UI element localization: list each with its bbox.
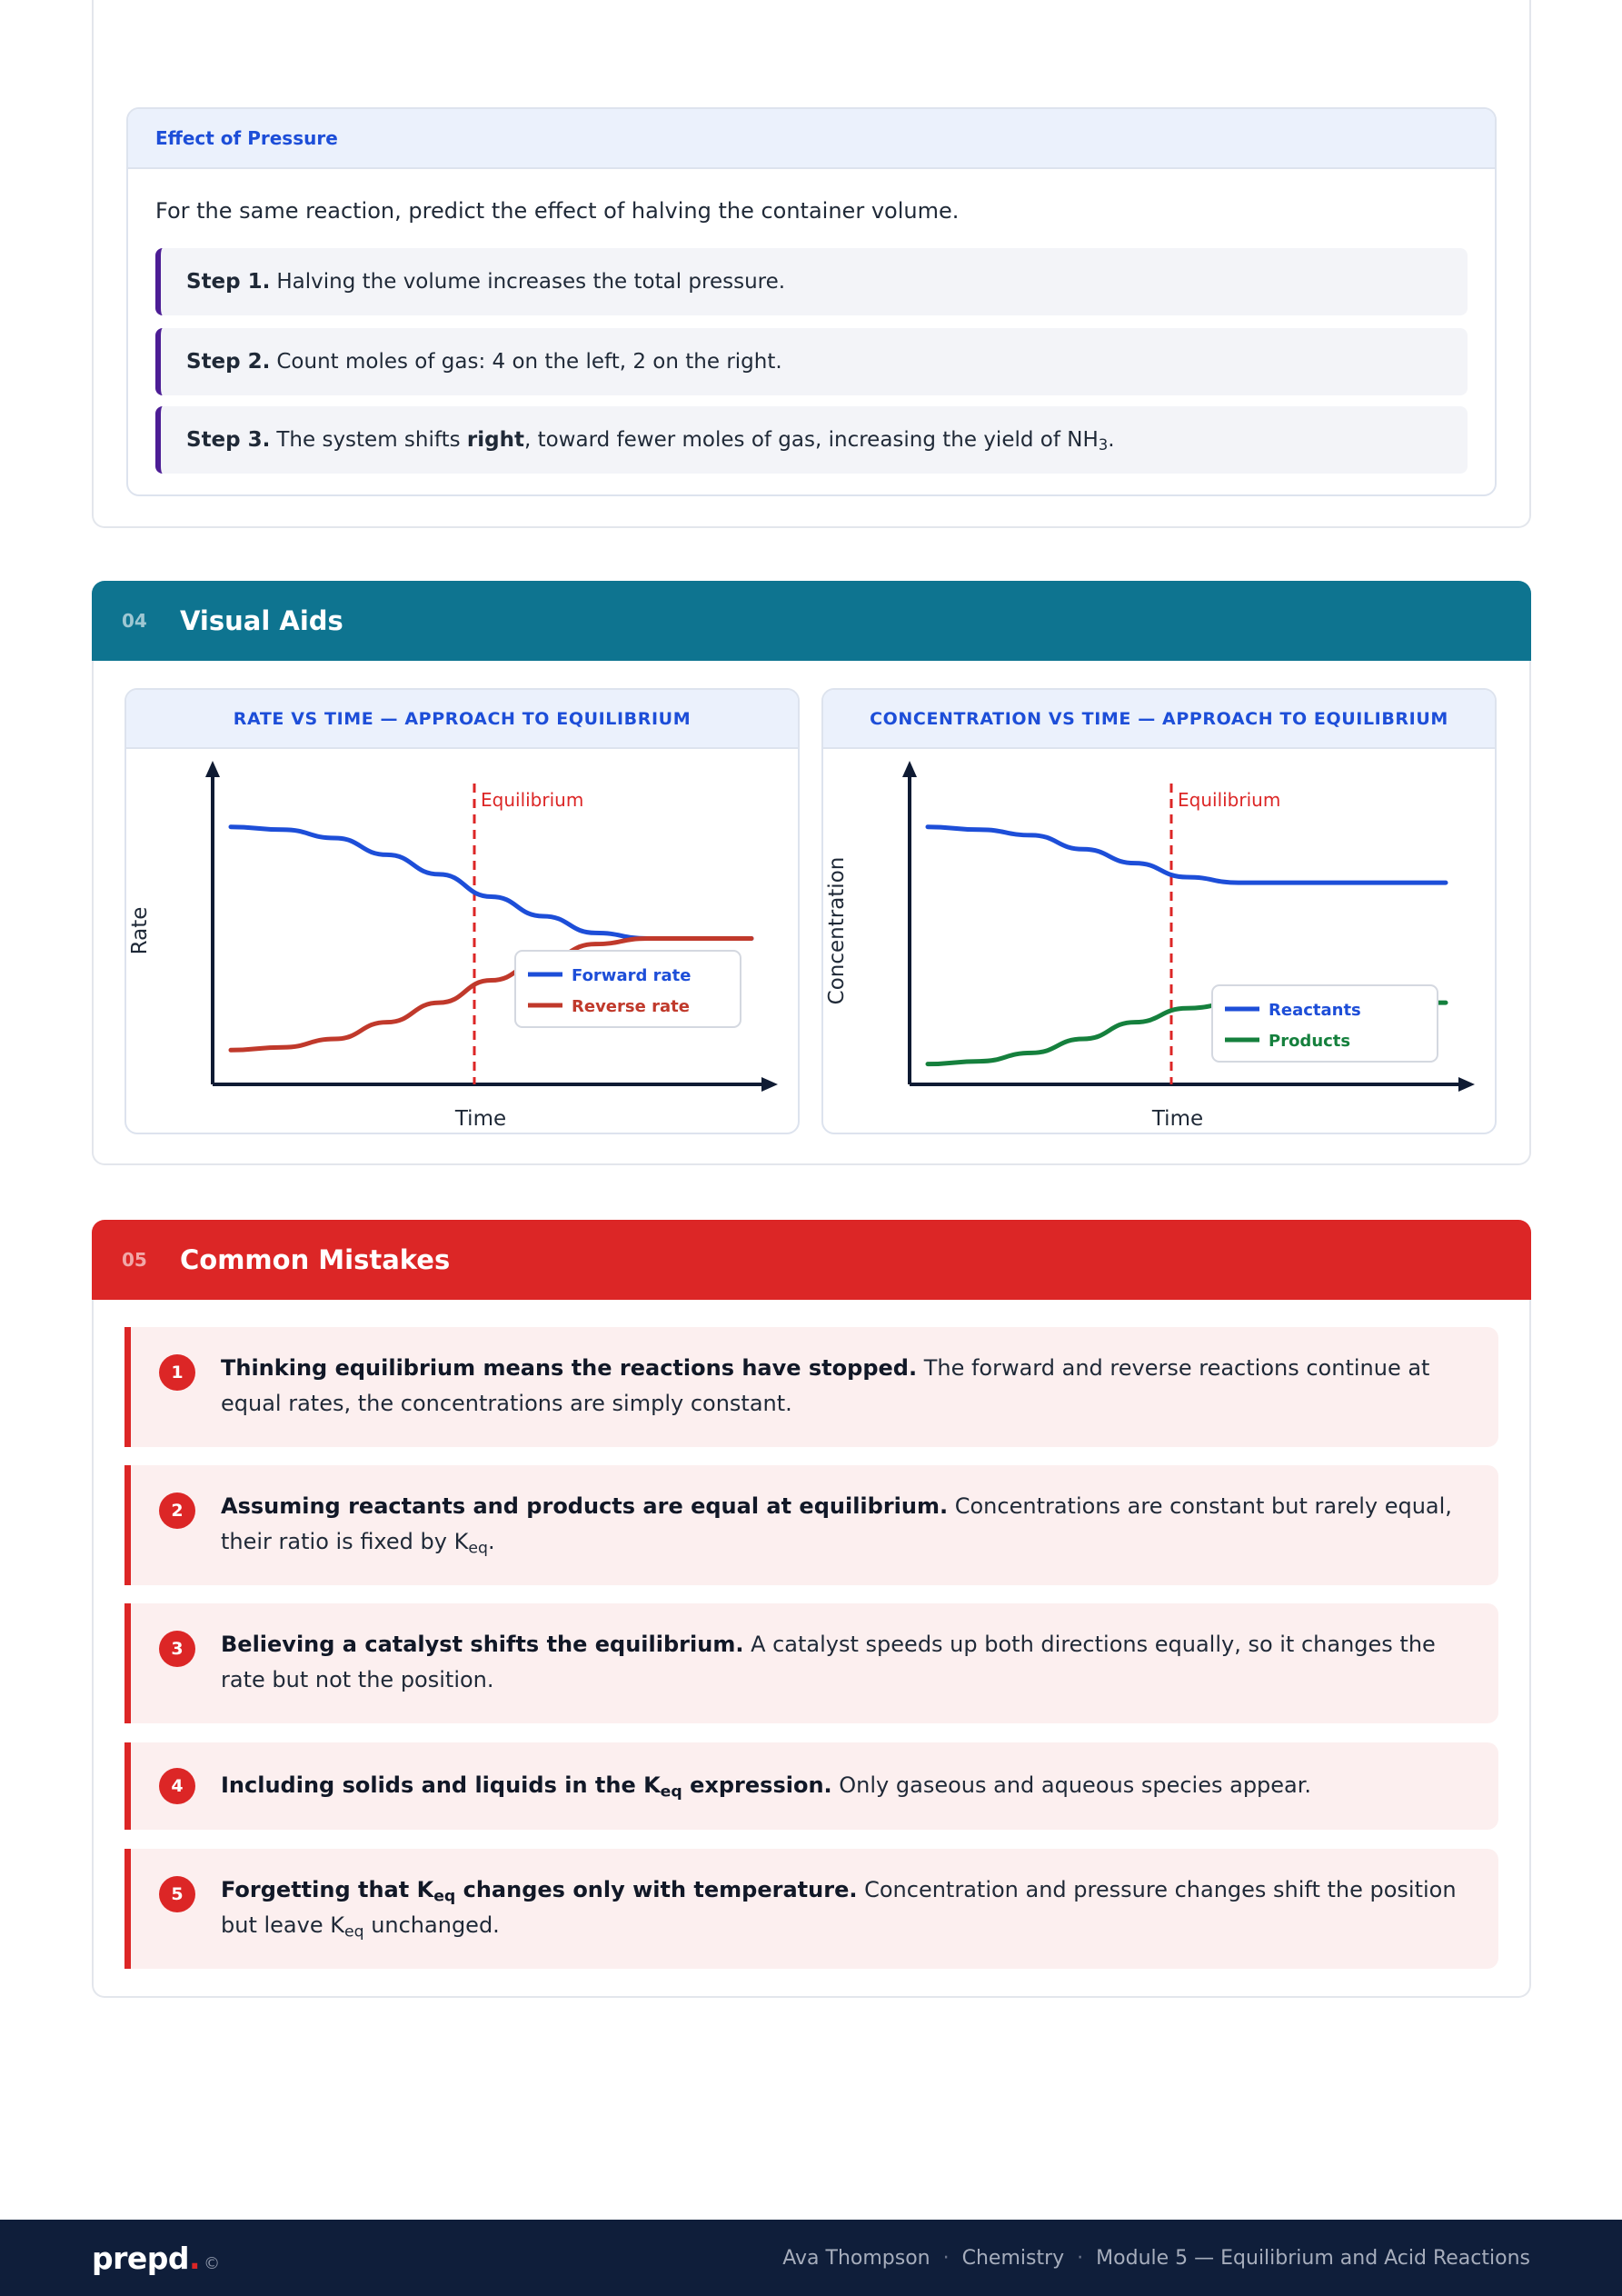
- pressure-section-card: [92, 0, 1531, 528]
- section-number: 04: [122, 610, 147, 632]
- y-axis-arrow: [205, 761, 220, 777]
- legend-label: Reactants: [1269, 1001, 1361, 1020]
- step-label: Step 1.: [186, 270, 271, 294]
- worked-example-header: [128, 109, 1495, 169]
- rate-vs-time-chart: [126, 749, 800, 1134]
- step-1: [155, 248, 1468, 315]
- mistake-item-5: [124, 1849, 1498, 1969]
- mistake-item-3: [124, 1603, 1498, 1723]
- step-label: Step 2.: [186, 350, 271, 374]
- footer-subject: Chemistry: [961, 2246, 1065, 2270]
- chart-title: CONCENTRATION VS TIME — APPROACH TO EQUILIBRIUM: [870, 708, 1448, 729]
- step-text: The system shifts right, toward fewer moles of gas, increasing the yield of $NH_3$.: [276, 428, 1115, 454]
- y-axis-arrow: [902, 761, 917, 777]
- legend-label: Reverse rate: [572, 997, 690, 1016]
- step-emphasis: right: [466, 428, 524, 452]
- worked-example-label: Effect of Pressure: [155, 127, 338, 149]
- mistake-number-badge: 2: [159, 1492, 195, 1529]
- x-axis-label: Time: [454, 1107, 507, 1131]
- step-text: Count moles of gas: 4 on the left, 2 on the right.: [276, 350, 782, 374]
- footer-meta: [782, 2247, 1530, 2270]
- equilibrium-label: Equilibrium: [1178, 789, 1281, 811]
- mistake-number-badge: 4: [159, 1768, 195, 1804]
- mistake-text: Forgetting that $K_{eq}$ changes only with temperature. Concentration and pressure changes shift the position but leave $K_{eq}$ unchanged.: [221, 1877, 1457, 1942]
- section-title: Common Mistakes: [180, 1244, 451, 1275]
- chart-header: [823, 690, 1495, 749]
- section-title: Visual Aids: [180, 605, 343, 636]
- equilibrium-label: Equilibrium: [481, 789, 584, 811]
- worked-example-intro: For the same reaction, predict the effect of halving the container volume.: [155, 198, 960, 224]
- mistake-number-badge: 5: [159, 1876, 195, 1912]
- concentration-vs-time-chart: [823, 749, 1497, 1134]
- mistake-text: Thinking equilibrium means the reactions have stopped. The forward and reverse reactions continue at equal rates, the concentrations are simply constant.: [221, 1355, 1430, 1416]
- mistake-text: Assuming reactants and products are equal at equilibrium. Concentrations are constant but rarely equal, their ratio is fixed by $K_{eq}$.: [221, 1493, 1452, 1558]
- mistake-text: Including solids and liquids in the $K_{eq}$ expression. Only gaseous and aqueous species appear.: [221, 1772, 1312, 1802]
- section-header-visual-aids: [92, 581, 1531, 661]
- mistake-number-badge: 1: [159, 1354, 195, 1391]
- series-line-1: [231, 827, 751, 939]
- section-number: 05: [122, 1249, 147, 1271]
- chart-card-rate: [124, 688, 800, 1134]
- chart-card-concentration: [821, 688, 1497, 1134]
- mistake-item-1: [124, 1327, 1498, 1447]
- x-axis-arrow: [1458, 1077, 1475, 1092]
- step-label: Step 3.: [186, 428, 271, 452]
- footer-module: Module 5 — Equilibrium and Acid Reactions: [1096, 2246, 1530, 2270]
- legend-label: Forward rate: [572, 966, 692, 985]
- y-axis-label: Rate: [128, 906, 152, 955]
- chart-title: RATE VS TIME — APPROACH TO EQUILIBRIUM: [233, 708, 692, 729]
- brand-logo[interactable]: prepd. ©: [92, 2240, 220, 2276]
- step-2: [155, 328, 1468, 395]
- series-line-1: [928, 827, 1446, 883]
- mistake-item-2: [124, 1465, 1498, 1585]
- y-axis-label: Concentration: [825, 856, 849, 1005]
- worked-example-box: [126, 107, 1497, 496]
- page-footer: [0, 2220, 1622, 2296]
- mistake-text: Believing a catalyst shifts the equilibrium. A catalyst speeds up both directions equally, so it changes the rate but not the position.: [221, 1632, 1436, 1692]
- x-axis-label: Time: [1151, 1107, 1204, 1131]
- footer-separator: ·: [942, 2246, 950, 2270]
- x-axis-arrow: [761, 1077, 778, 1092]
- chart-header: [126, 690, 798, 749]
- mistake-number-badge: 3: [159, 1631, 195, 1667]
- section-header-common-mistakes: [92, 1220, 1531, 1300]
- step-text: Halving the volume increases the total pressure.: [276, 270, 786, 294]
- step-3: [155, 406, 1468, 474]
- footer-separator: ·: [1077, 2246, 1084, 2270]
- mistake-item-4: [124, 1742, 1498, 1830]
- footer-student: Ava Thompson: [782, 2246, 930, 2270]
- legend-label: Products: [1269, 1032, 1351, 1051]
